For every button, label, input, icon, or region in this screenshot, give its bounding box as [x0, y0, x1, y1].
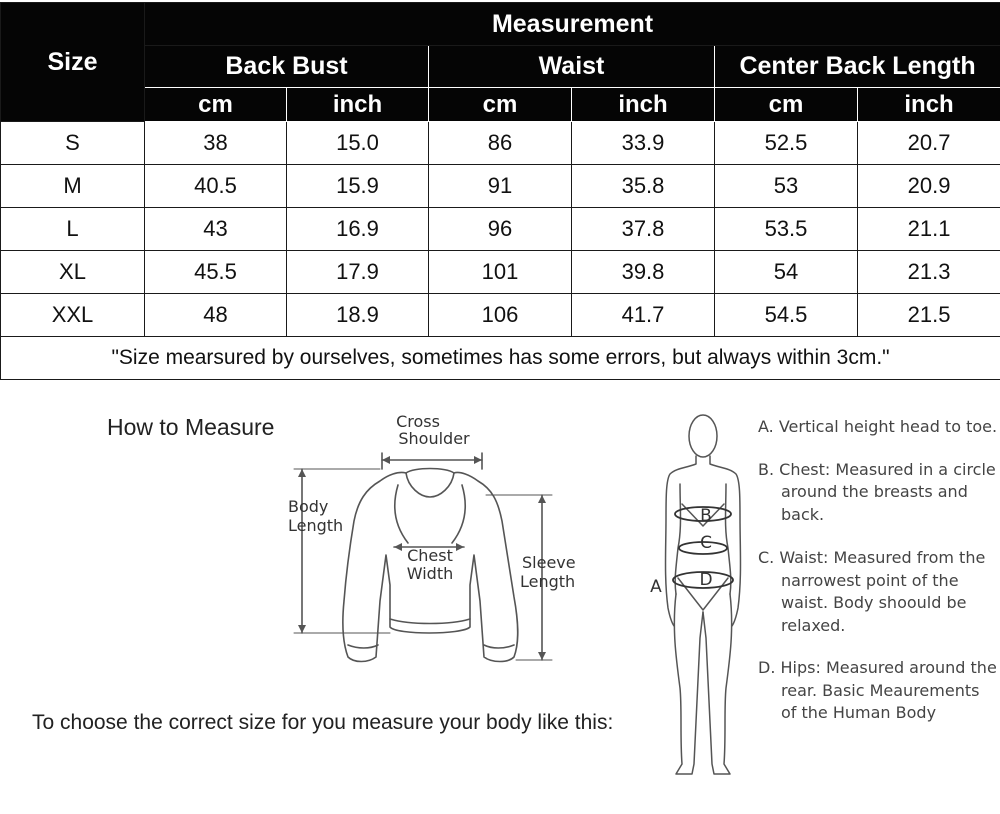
table-cell: 45.5 [145, 251, 287, 294]
table-cell: 15.0 [287, 122, 429, 165]
table-cell: 35.8 [572, 165, 715, 208]
table-cell: 48 [145, 294, 287, 337]
table-cell: 15.9 [287, 165, 429, 208]
table-cell: 52.5 [715, 122, 858, 165]
sweater-diagram [280, 405, 600, 675]
table-cell: 91 [429, 165, 572, 208]
size-cell: L [1, 208, 145, 251]
table-cell: 96 [429, 208, 572, 251]
size-cell: XXL [1, 294, 145, 337]
table-cell: 18.9 [287, 294, 429, 337]
size-header: Size [1, 3, 145, 122]
table-cell: 20.7 [858, 122, 1000, 165]
table-cell: 54.5 [715, 294, 858, 337]
unit-header: inch [858, 88, 1000, 122]
table-cell: 106 [429, 294, 572, 337]
table-cell: 86 [429, 122, 572, 165]
table-row [1, 294, 1000, 337]
table-cell: 21.3 [858, 251, 1000, 294]
table-row [1, 122, 1000, 165]
sleeve-length-label: Sleeve [522, 553, 576, 572]
table-row [1, 165, 1000, 208]
table-row [1, 208, 1000, 251]
unit-header: inch [572, 88, 715, 122]
table-cell: 20.9 [858, 165, 1000, 208]
how-to-measure-title: How to Measure [107, 414, 275, 440]
measurement-legend [758, 416, 998, 731]
table-cell: 54 [715, 251, 858, 294]
table-cell: 17.9 [287, 251, 429, 294]
center-back-length-header: Center Back Length [715, 46, 1000, 88]
table-cell: 33.9 [572, 122, 715, 165]
size-chart-table [0, 2, 1000, 380]
table-cell: 16.9 [287, 208, 429, 251]
legend-item-c: C. Waist: Measured from the narrowest point of the waist. Body shoould be relaxed. [758, 548, 986, 635]
cross-shoulder-label: Cross [396, 412, 440, 431]
unit-header: cm [715, 88, 858, 122]
label-b: B [700, 506, 712, 526]
legend-item-d: D. Hips: Measured around the rear. Basic Meaurements of the Human Body [758, 658, 997, 722]
legend-item-b: B. Chest: Measured in a circle around the breasts and back. [758, 459, 996, 524]
table-cell: 40.5 [145, 165, 287, 208]
table-cell: 53 [715, 165, 858, 208]
cross-shoulder-label: Shoulder [398, 429, 470, 448]
table-cell: 39.8 [572, 251, 715, 294]
table-cell: 43 [145, 208, 287, 251]
measurement-header: Measurement [145, 3, 1000, 46]
measurement-note: "Size mearsured by ourselves, sometimes has some errors, but always within 3cm." [1, 337, 1000, 380]
collar-shape [406, 469, 454, 498]
table-cell: 53.5 [715, 208, 858, 251]
unit-header: inch [287, 88, 429, 122]
table-cell: 41.7 [572, 294, 715, 337]
chest-width-label: Width [406, 564, 454, 583]
waist-header: Waist [429, 46, 715, 88]
legend-item-a: A. Vertical height head to toe. [758, 417, 998, 436]
table-row [1, 251, 1000, 294]
sleeve-length-label: Length [520, 572, 576, 591]
unit-header: cm [429, 88, 572, 122]
body-figure [640, 408, 760, 780]
unit-header: cm [145, 88, 287, 122]
size-cell: XL [1, 251, 145, 294]
head-shape [689, 415, 717, 457]
table-cell: 38 [145, 122, 287, 165]
label-c: C [700, 533, 712, 553]
size-cell: M [1, 165, 145, 208]
table-cell: 101 [429, 251, 572, 294]
table-cell: 21.5 [858, 294, 1000, 337]
label-d: D [699, 570, 713, 590]
table-cell: 21.1 [858, 208, 1000, 251]
back-bust-header: Back Bust [145, 46, 429, 88]
size-cell: S [1, 122, 145, 165]
table-cell: 37.8 [572, 208, 715, 251]
body-length-label: Length [288, 516, 344, 535]
choose-size-instruction: To choose the correct size for you measure your body like this: [32, 711, 614, 734]
chest-width-label: Chest [407, 546, 453, 565]
label-a: A [650, 577, 662, 597]
body-length-label: Body [288, 497, 329, 516]
